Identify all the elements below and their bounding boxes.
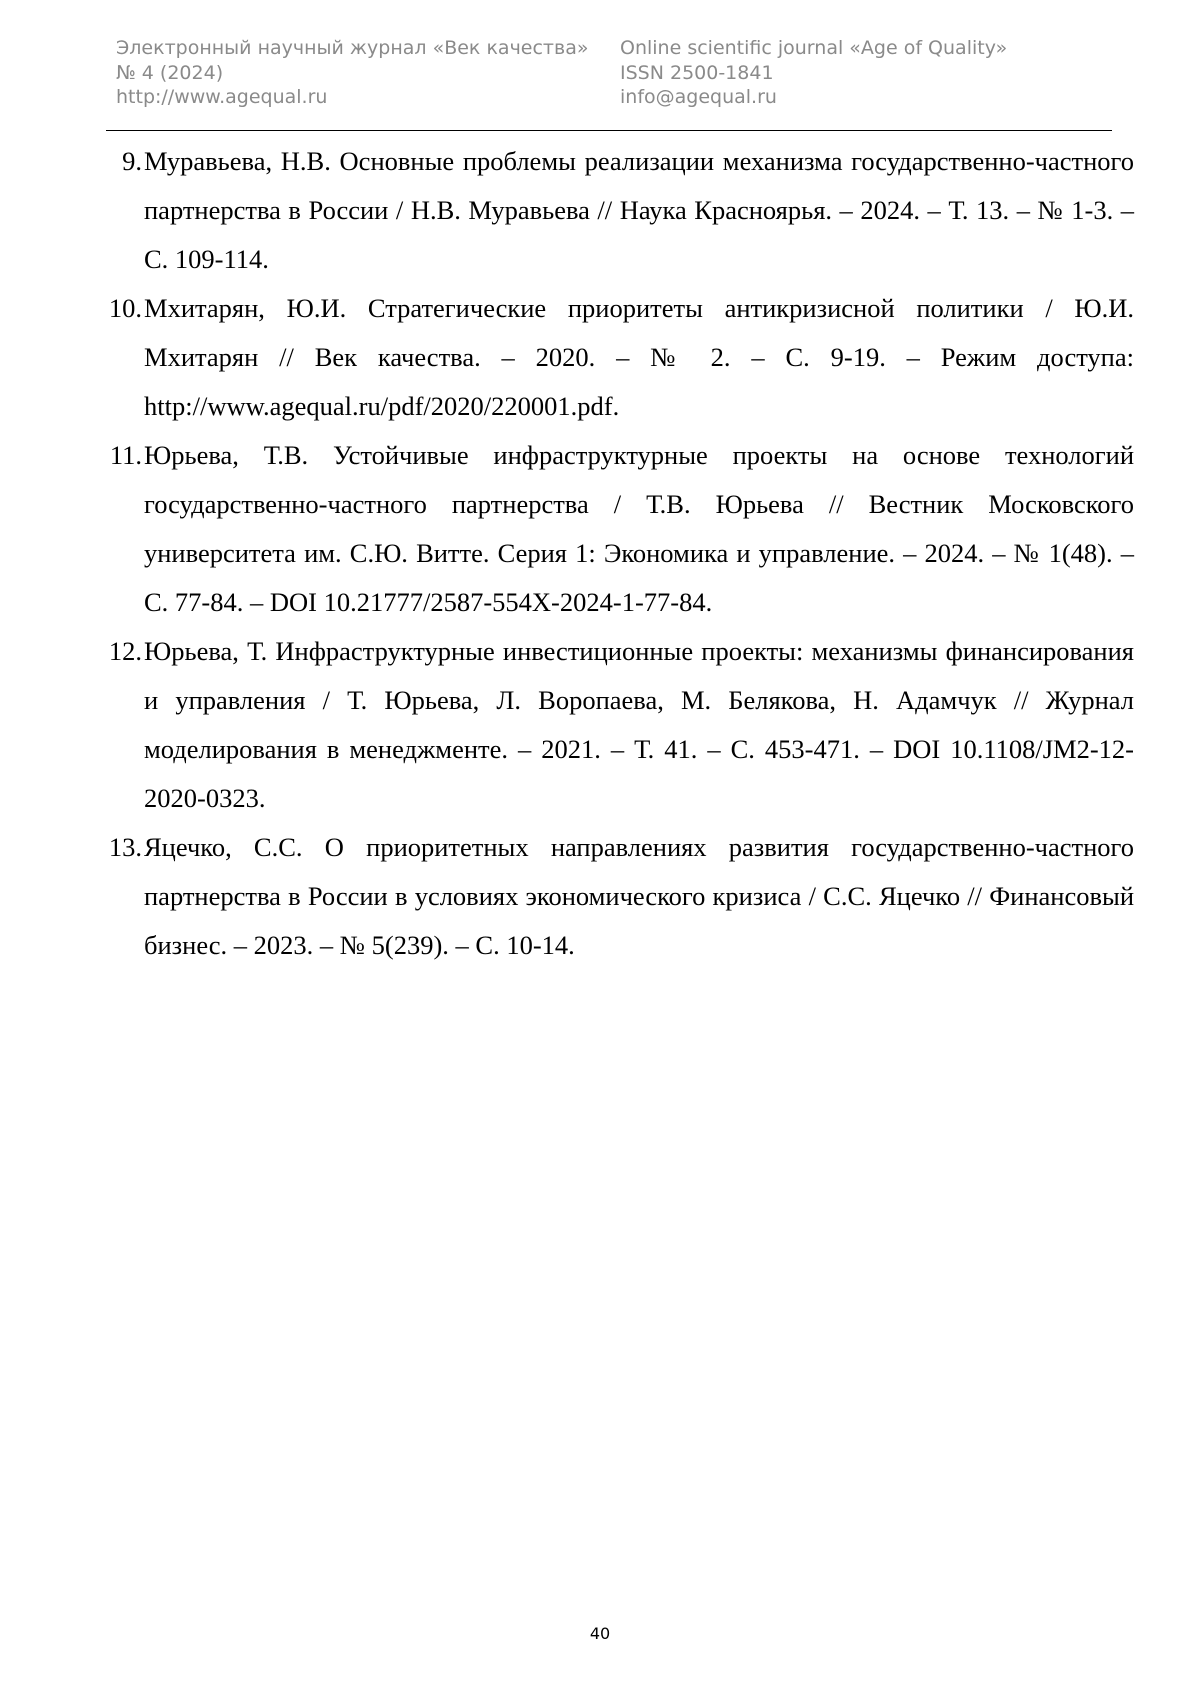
- reference-item: [144, 137, 1134, 284]
- reference-text: Юрьева, Т. Инфраструктурные инвестиционные проекты: механизмы финансирования и управления / Т. Юрьева, Л. Воропаева, М. Белякова, Н. Адамчук // Журнал моделирования в менеджменте. – 2021. – Т. 41. – С. 453-471. – DOI 10.1108/JM2-12-2020-0323.: [144, 636, 1134, 813]
- reference-number: 10.: [109, 284, 142, 333]
- reference-number: 12.: [109, 627, 142, 676]
- journal-title-en: Online scientific journal «Age of Quality»: [620, 36, 1007, 61]
- header-left-column: [116, 36, 588, 110]
- header-right-column: [620, 36, 1007, 110]
- reference-text: Мхитарян, Ю.И. Стратегические приоритеты антикризисной политики / Ю.И. Мхитарян // Век качества. – 2020. – № 2. – С. 9-19. – Режим доступа: http://www.agequal.ru/pdf/2020/220001.pdf.: [144, 293, 1134, 421]
- reference-list: [144, 137, 1134, 970]
- reference-number: 9.: [122, 137, 142, 186]
- reference-item: [144, 284, 1134, 431]
- page-header: [0, 0, 1200, 135]
- reference-text: Юрьева, Т.В. Устойчивые инфраструктурные проекты на основе технологий государственно-частного партнерства / Т.В. Юрьева // Вестник Московского университета им. С.Ю. Витте. Серия 1: Экономика и управление. – 2024. – № 1(48). – С. 77-84. – DOI 10.21777/2587-554X-2024-1-77-84.: [144, 440, 1134, 617]
- issue-number: № 4 (2024): [116, 61, 588, 86]
- reference-text: Муравьева, Н.В. Основные проблемы реализации механизма государственно-частного партнерства в России / Н.В. Муравьева // Наука Красноярья. – 2024. – Т. 13. – № 1-3. – С. 109-114.: [144, 146, 1134, 274]
- reference-number: 13.: [109, 823, 142, 872]
- journal-url[interactable]: http://www.agequal.ru: [116, 85, 588, 110]
- reference-text: Яцечко, С.С. О приоритетных направлениях развития государственно-частного партнерства в России в условиях экономического кризиса / С.С. Яцечко // Финансовый бизнес. – 2023. – № 5(239). – С. 10-14.: [144, 832, 1134, 960]
- issn: ISSN 2500-1841: [620, 61, 1007, 86]
- reference-item: [144, 823, 1134, 970]
- journal-title-ru: Электронный научный журнал «Век качества»: [116, 36, 588, 61]
- reference-item: [144, 627, 1134, 823]
- header-divider: [106, 130, 1112, 131]
- journal-email[interactable]: info@agequal.ru: [620, 85, 1007, 110]
- page-number: 40: [0, 1624, 1200, 1643]
- reference-item: [144, 431, 1134, 627]
- reference-number: 11.: [110, 431, 142, 480]
